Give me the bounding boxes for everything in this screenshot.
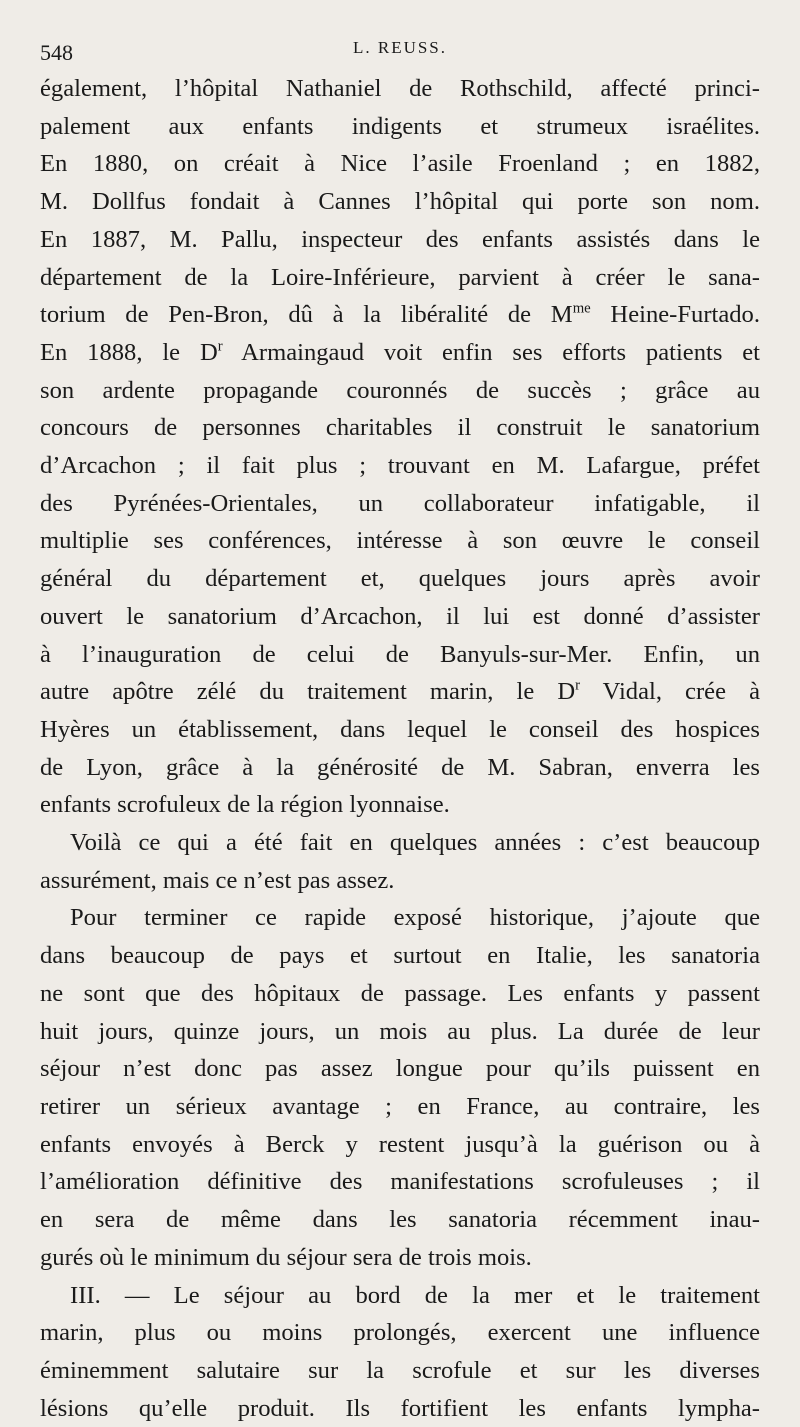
text-line: général du département et, quelques jours après avoir (40, 560, 760, 598)
text-line: M. Dollfus fondait à Cannes l’hôpital qui porte son nom. (40, 183, 760, 221)
text-line: d’Arcachon ; il fait plus ; trouvant en M. Lafargue, préfet (40, 447, 760, 485)
text-line: gurés où le minimum du séjour sera de trois mois. (40, 1239, 760, 1277)
text-line: retirer un sérieux avantage ; en France, au contraire, les (40, 1088, 760, 1126)
text-line: concours de personnes charitables il construit le sanatorium (40, 409, 760, 447)
text-line: département de la Loire-Inférieure, parvient à créer le sana- (40, 259, 760, 297)
text-line: à l’inauguration de celui de Banyuls-sur-Mer. Enfin, un (40, 636, 760, 674)
text-line: lésions qu’elle produit. Ils fortifient les enfants lympha- (40, 1390, 760, 1427)
text-line: en sera de même dans les sanatoria récemment inau- (40, 1201, 760, 1239)
text-line: En 1880, on créait à Nice l’asile Froenland ; en 1882, (40, 145, 760, 183)
paragraph (40, 1277, 760, 1427)
text-line: III. — Le séjour au bord de la mer et le traitement (40, 1277, 760, 1315)
text-line: enfants scrofuleux de la région lyonnaise. (40, 786, 760, 824)
body-text (40, 70, 760, 1427)
page-number: 548 (40, 40, 73, 66)
text-line: autre apôtre zélé du traitement marin, le $D^r$ Vidal, crée à (40, 673, 760, 711)
text-line: l’amélioration définitive des manifestations scrofuleuses ; il (40, 1163, 760, 1201)
text-line: marin, plus ou moins prolongés, exercent une influence (40, 1314, 760, 1352)
paragraph (40, 70, 760, 824)
text-line: assurément, mais ce n’est pas assez. (40, 862, 760, 900)
text-line: éminemment salutaire sur la scrofule et sur les diverses (40, 1352, 760, 1390)
text-line: multiplie ses conférences, intéresse à son œuvre le conseil (40, 522, 760, 560)
text-line: En 1888, le $D^r$ Armaingaud voit enfin ses efforts patients et (40, 334, 760, 372)
text-line: En 1887, M. Pallu, inspecteur des enfants assistés dans le (40, 221, 760, 259)
text-line: ne sont que des hôpitaux de passage. Les enfants y passent (40, 975, 760, 1013)
text-line: de Lyon, grâce à la générosité de M. Sabran, enverra les (40, 749, 760, 787)
text-line: séjour n’est donc pas assez longue pour qu’ils puissent en (40, 1050, 760, 1088)
text-line: Hyères un établissement, dans lequel le conseil des hospices (40, 711, 760, 749)
text-line: ouvert le sanatorium d’Arcachon, il lui est donné d’assister (40, 598, 760, 636)
text-line: également, l’hôpital Nathaniel de Rothschild, affecté princi- (40, 70, 760, 108)
text-line: Voilà ce qui a été fait en quelques années : c’est beaucoup (40, 824, 760, 862)
text-line: des Pyrénées-Orientales, un collaborateur infatigable, il (40, 485, 760, 523)
text-line: enfants envoyés à Berck y restent jusqu’à la guérison ou à (40, 1126, 760, 1164)
paragraph (40, 899, 760, 1276)
paragraph (40, 824, 760, 899)
text-line: Pour terminer ce rapide exposé historique, j’ajoute que (40, 899, 760, 937)
text-line: son ardente propagande couronnés de succès ; grâce au (40, 372, 760, 410)
text-line: dans beaucoup de pays et surtout en Italie, les sanatoria (40, 937, 760, 975)
text-line: huit jours, quinze jours, un mois au plus. La durée de leur (40, 1013, 760, 1051)
running-title: L. REUSS. (40, 38, 760, 58)
text-line: torium de Pen-Bron, dû à la libéralité de $M^{me}$ Heine-Furtado. (40, 296, 760, 334)
running-head (40, 30, 760, 70)
text-line: palement aux enfants indigents et strumeux israélites. (40, 108, 760, 146)
